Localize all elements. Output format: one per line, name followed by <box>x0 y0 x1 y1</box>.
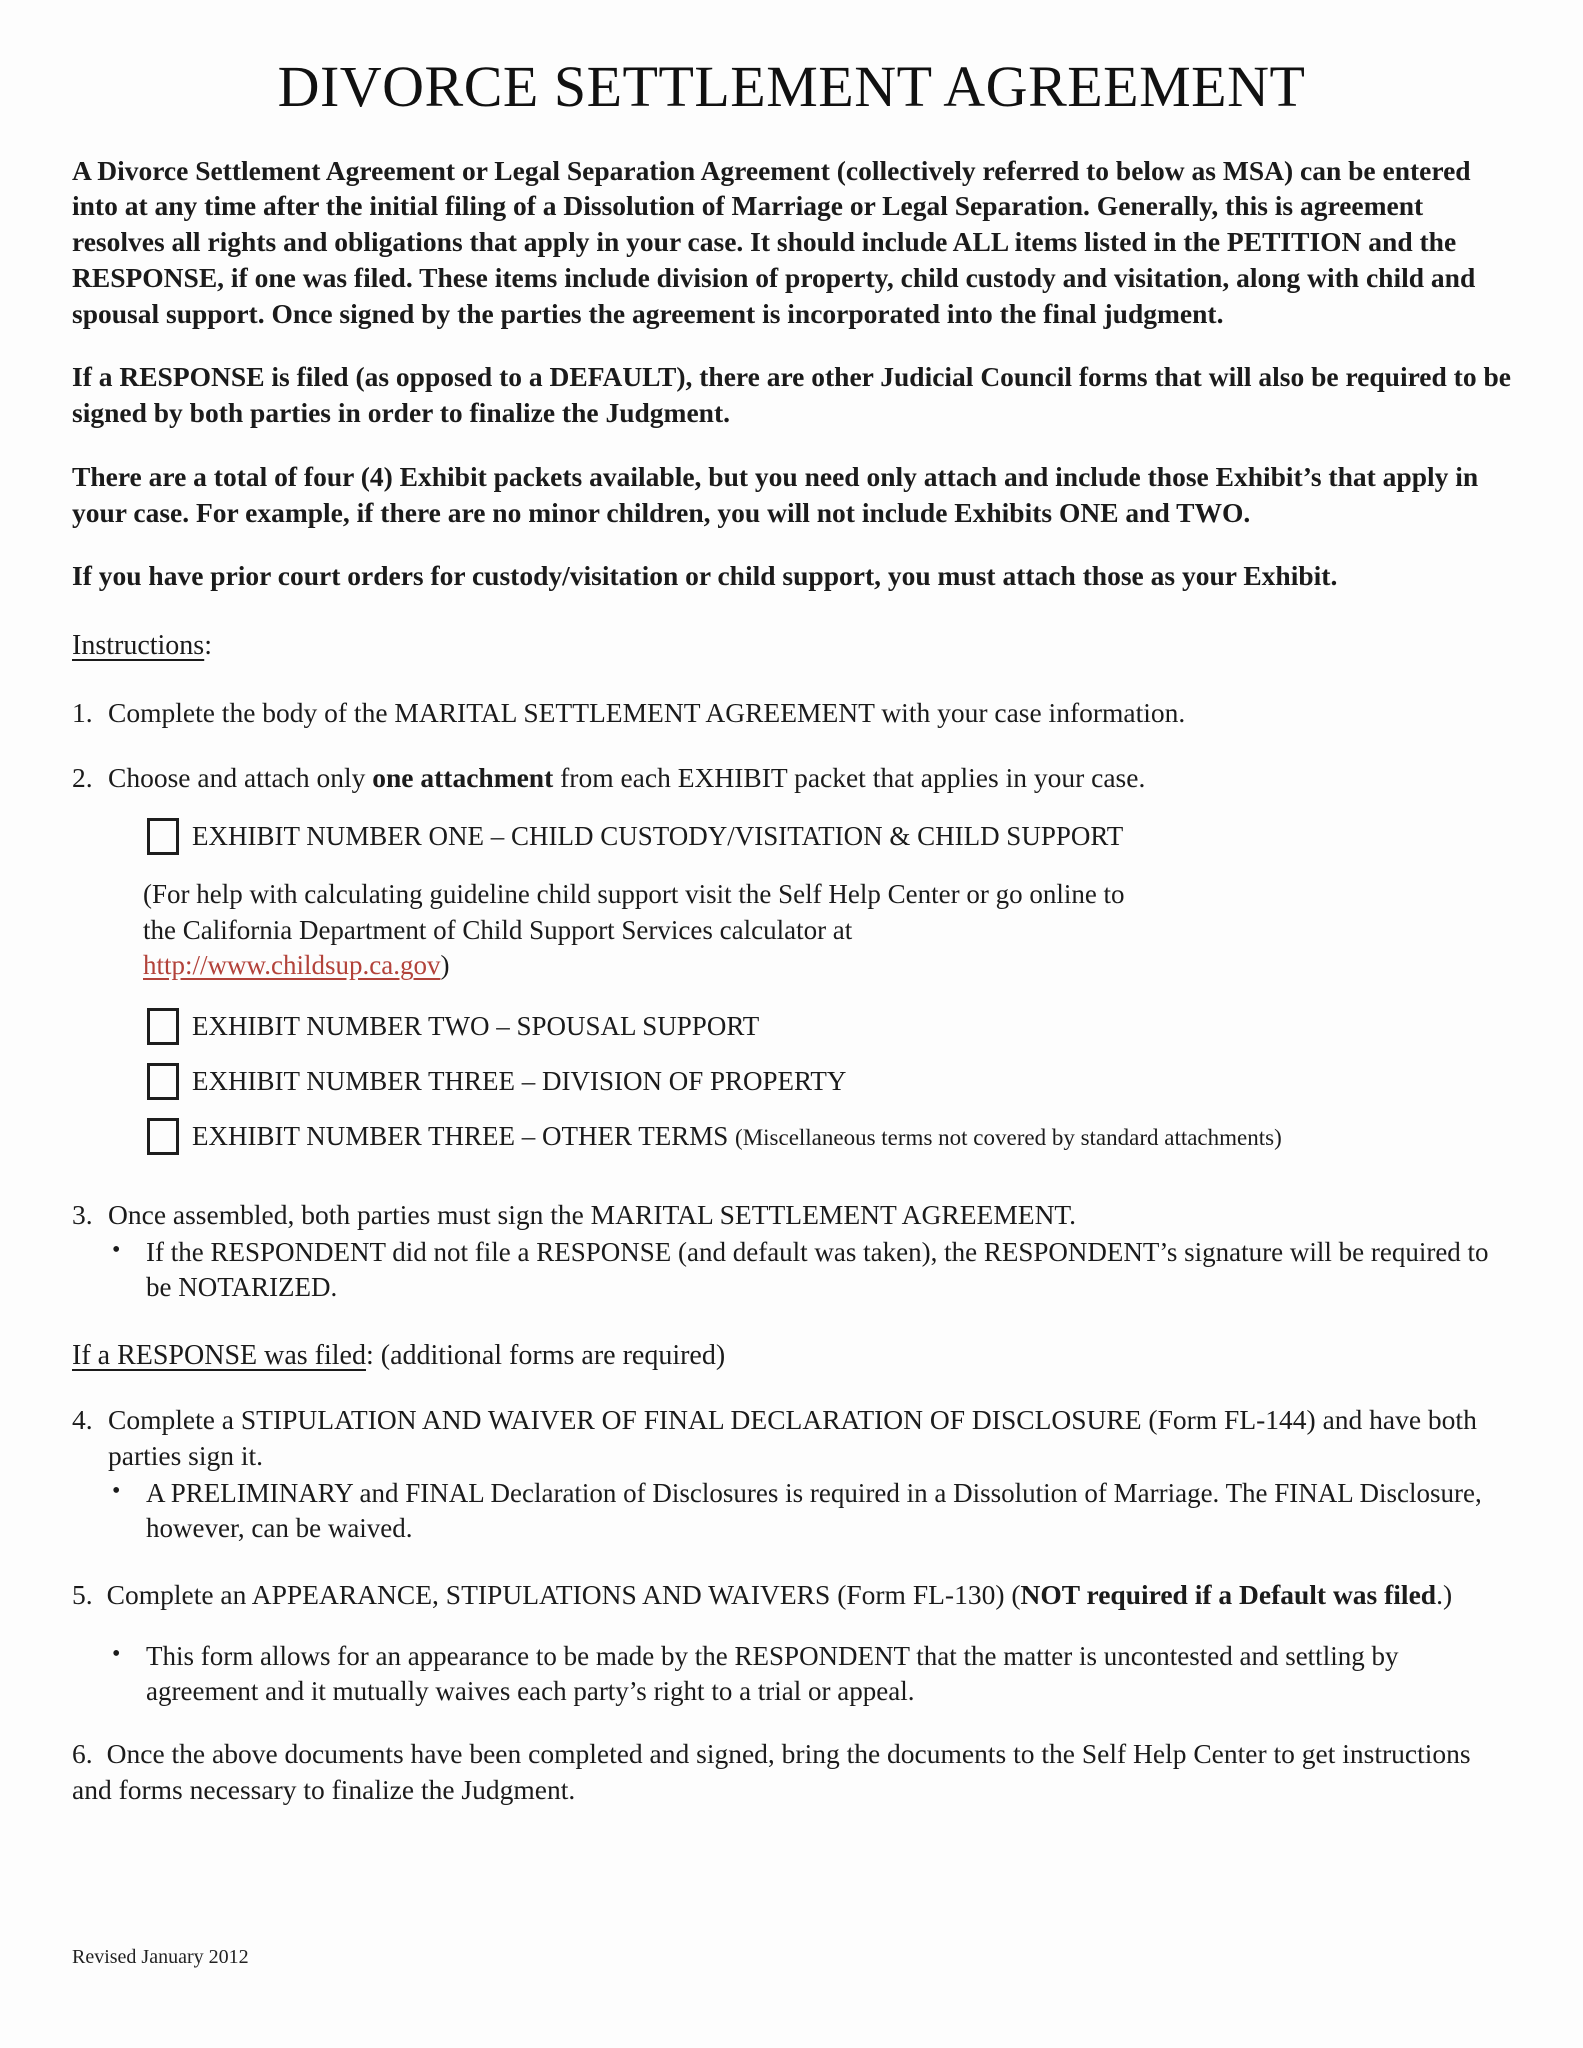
instructions-heading-colon: : <box>204 630 212 662</box>
exhibit-three-row <box>147 1063 1511 1100</box>
step-3-bullet <box>112 1235 1511 1306</box>
instructions-heading <box>72 628 1511 664</box>
step-4 <box>72 1402 1511 1474</box>
exhibit-four-label-main: EXHIBIT NUMBER THREE – OTHER TERMS <box>192 1120 736 1151</box>
step-2-number: 2. <box>72 762 93 794</box>
step-6-number: 6. <box>72 1738 93 1770</box>
step-5-bullet <box>112 1639 1511 1710</box>
help-note-suffix: ) <box>440 950 450 981</box>
intro-paragraph-3: There are a total of four (4) Exhibit packets available, but you need only attach and include those Exhibit’s that apply in your case. For example, if there are no minor children, you will not include Exhibits ONE and TWO. <box>72 460 1479 528</box>
step-2-text-prefix: Choose and attach only <box>108 762 373 794</box>
step-2-text <box>108 760 1511 796</box>
exhibit-one-row <box>147 818 1511 855</box>
step-1-number: 1. <box>72 696 93 728</box>
response-filed-underlined: If a RESPONSE was filed <box>72 1339 366 1371</box>
step-4-bullet-text: A PRELIMINARY and FINAL Declaration of Disclosures is required in a Dissolution of Marriage. The FINAL Disclosure, however, can be waived. <box>146 1477 1482 1544</box>
exhibit-two-row <box>147 1008 1511 1045</box>
step-6 <box>72 1736 1511 1808</box>
step-5 <box>72 1577 1511 1613</box>
exhibit-three-checkbox[interactable] <box>147 1063 179 1100</box>
child-support-help-note <box>143 877 1155 984</box>
step-4-number: 4. <box>72 1404 93 1436</box>
page-title: DIVORCE SETTLEMENT AGREEMENT <box>277 54 1306 119</box>
intro-paragraph-1: A Divorce Settlement Agreement or Legal Separation Agreement (collectively referred to below as MSA) can be entered into at any time after the initial filing of a Dissolution of Marriage or Legal Separation. Generally, this is agreement resolves all rights and obligations that apply in your case. It should include ALL items listed in the PETITION and the RESPONSE, if one was filed. These items include division of property, child custody and visitation, along with child and spousal support. Once signed by the parties the agreement is incorporated into the final judgment. <box>72 154 1476 329</box>
exhibit-two-label: EXHIBIT NUMBER TWO – SPOUSAL SUPPORT <box>192 1010 760 1041</box>
exhibit-one-checkbox[interactable] <box>147 818 179 855</box>
step-5-text-bold: NOT required if a Default was filed <box>1020 1579 1437 1611</box>
childsup-link[interactable]: http://www.childsup.ca.gov <box>143 950 441 981</box>
exhibit-four-row <box>147 1118 1511 1155</box>
bullet-dot-icon: • <box>112 1236 121 1263</box>
response-filed-heading <box>72 1338 1511 1374</box>
step-4-text: Complete a STIPULATION AND WAIVER OF FINAL DECLARATION OF DISCLOSURE (Form FL-144) and have both parties sign it. <box>108 1404 1477 1472</box>
response-filed-suffix: : (additional forms are required) <box>365 1339 726 1371</box>
exhibit-three-label: EXHIBIT NUMBER THREE – DIVISION OF PROPERTY <box>192 1065 847 1096</box>
step-4-bullet <box>112 1476 1511 1547</box>
exhibit-four-checkbox[interactable] <box>147 1118 179 1155</box>
exhibit-two-checkbox[interactable] <box>147 1008 179 1045</box>
step-5-bullet-text: This form allows for an appearance to be made by the RESPONDENT that the matter is uncontested and settling by agreement and it mutually waives each party’s right to a trial or appeal. <box>146 1640 1399 1707</box>
help-note-prefix: (For help with calculating guideline child support visit the Self Help Center or go online to the California Department of Child Support Services calculator at <box>143 879 1125 945</box>
revision-note: Revised January 2012 <box>72 1946 249 1968</box>
step-5-number: 5. <box>72 1579 93 1611</box>
intro-paragraph-2: If a RESPONSE is filed (as opposed to a DEFAULT), there are other Judicial Council forms that will also be required to be signed by both parties in order to finalize the Judgment. <box>72 361 1511 429</box>
step-6-text: Once the above documents have been completed and signed, bring the documents to the Self Help Center to get instructions and forms necessary to finalize the Judgment. <box>72 1738 1471 1805</box>
instructions-heading-text: Instructions <box>72 630 205 662</box>
step-3-number: 3. <box>72 1198 93 1230</box>
step-2-text-bold: one attachment <box>372 762 554 794</box>
step-5-text-suffix: .) <box>1436 1579 1453 1611</box>
exhibit-four-label <box>192 1120 1282 1154</box>
bullet-dot-icon: • <box>112 1477 121 1504</box>
bullet-dot-icon: • <box>112 1640 121 1667</box>
step-2 <box>72 760 1511 796</box>
step-5-text-prefix: Complete an APPEARANCE, STIPULATIONS AND WAIVERS (Form FL-130) ( <box>106 1579 1021 1611</box>
intro-paragraph-4: If you have prior court orders for custody/visitation or child support, you must attach those as your Exhibit. <box>72 560 1338 592</box>
step-2-text-suffix: from each EXHIBIT packet that applies in your case. <box>553 762 1146 794</box>
exhibit-one-label: EXHIBIT NUMBER ONE – CHILD CUSTODY/VISITATION & CHILD SUPPORT <box>192 820 1124 851</box>
step-3 <box>72 1197 1511 1233</box>
step-3-text: Once assembled, both parties must sign the MARITAL SETTLEMENT AGREEMENT. <box>108 1198 1077 1230</box>
exhibit-four-label-note: (Miscellaneous terms not covered by standard attachments) <box>735 1124 1282 1150</box>
step-1 <box>72 695 1511 731</box>
step-3-bullet-text: If the RESPONDENT did not file a RESPONSE (and default was taken), the RESPONDENT’s signature will be required to be NOTARIZED. <box>146 1236 1489 1303</box>
step-1-text: Complete the body of the MARITAL SETTLEMENT AGREEMENT with your case information. <box>108 696 1186 728</box>
